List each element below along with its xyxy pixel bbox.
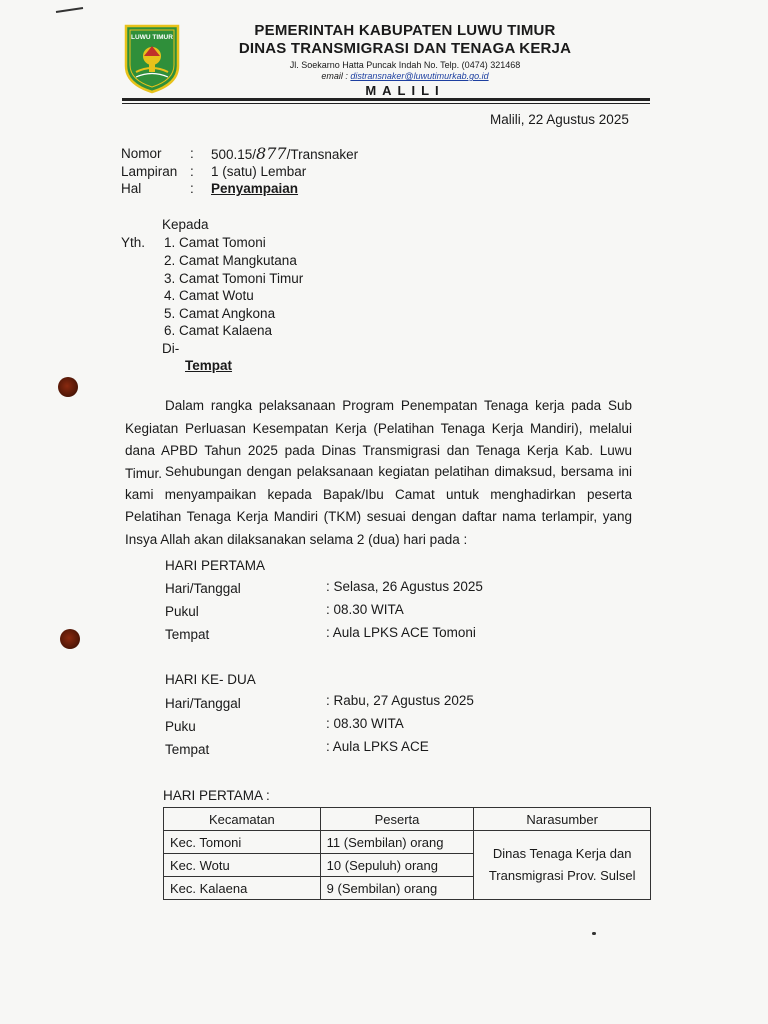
day1-title: HARI PERTAMA [165,558,266,573]
recipient-item: 5. Camat Angkona [164,306,276,321]
day2-pukul-value: : 08.30 WITA [326,716,404,731]
day1-hari-label: Hari/Tanggal [165,581,241,596]
day1-hari-value: : Selasa, 26 Agustus 2025 [326,579,483,594]
day2-hari-label: Hari/Tanggal [165,696,241,711]
table-header-row [164,808,651,831]
day1-pukul-label: Pukul [165,604,199,619]
cell-kecamatan: Kec. Wotu [164,854,321,877]
email-link[interactable]: distransnaker@luwutimurkab.go.id [350,71,489,81]
letterhead [190,22,620,98]
punch-hole [60,629,80,649]
narasumber-line: Dinas Tenaga Kerja dan [492,846,632,861]
day2-tempat-value: : Aula LPKS ACE [326,739,429,754]
hal-label: Hal [121,181,142,196]
day1-tempat-value: : Aula LPKS ACE Tomoni [326,625,476,640]
cell-kecamatan: Kec. Tomoni [164,831,321,854]
cell-peserta: 10 (Sepuluh) orang [320,854,474,877]
narasumber-line: Transmigrasi Prov. Sulsel [488,868,636,883]
nomor-prefix: 500.15/ [211,147,257,162]
lampiran-colon: : [190,164,194,179]
kepada: Kepada [162,217,209,232]
cell-narasumber [474,831,651,900]
table-caption: HARI PERTAMA : [163,788,270,803]
letterhead-email-line [190,71,620,82]
lampiran-label: Lampiran [121,164,178,179]
nomor-handwritten: 877 [256,144,287,163]
recipient-item: 6. Camat Kalaena [164,323,273,338]
letterhead-government: PEMERINTAH KABUPATEN LUWU TIMUR [254,22,556,39]
recipient-item: 2. Camat Mangkutana [164,253,297,268]
nomor-colon: : [190,146,194,161]
header-kecamatan: Kecamatan [164,808,321,831]
cell-kecamatan: Kec. Kalaena [164,877,321,900]
letter-date: Malili, 22 Agustus 2025 [490,112,629,127]
speck-mark [592,932,596,935]
day1-pukul-value: : 08.30 WITA [326,602,404,617]
letterhead-rule-thin [122,103,650,104]
letterhead-agency: DINAS TRANSMIGRASI DAN TENAGA KERJA [238,40,572,57]
cell-peserta: 11 (Sembilan) orang [320,831,474,854]
di-label: Di- [162,341,180,356]
recipient-item: 3. Camat Tomoni Timur [164,271,304,286]
body-paragraph-1: Dalam rangka pelaksanaan Program Penempatan Tenaga kerja pada Sub Kegiatan Perluasan Kesempatan Kerja (Pelatihan Tenaga Kerja Mandiri), melalui dana APBD Tahun 2025 pada Dinas Transmigrasi dan Tenaga Kerja Kab. Luwu Timur. [125,398,632,481]
recipient-item: 4. Camat Wotu [164,288,254,303]
letterhead-city: MALILI [365,83,445,98]
tempat-label: Tempat [185,358,233,373]
pen-mark [55,6,85,14]
cell-peserta: 9 (Sembilan) orang [320,877,474,900]
yth: Yth. [121,235,146,250]
hal-value: Penyampaian [211,181,299,196]
table-row [164,831,651,854]
logo-text: LUWU TIMUR [131,34,173,41]
email-label: email : [321,71,348,81]
day2-title: HARI KE- DUA [165,672,256,687]
participants-table [163,807,651,900]
recipient-item: 1. Camat Tomoni [164,235,266,250]
nomor-value [211,145,358,164]
nomor-label: Nomor [121,146,162,161]
letterhead-address: Jl. Soekarno Hatta Puncak Indah No. Telp. (0474) 321468 [289,60,521,70]
body-paragraph-2: Sehubungan dengan pelaksanaan kegiatan pelatihan dimaksud, bersama ini kami menyampaikan kepada Bapak/Ibu Camat untuk menghadirkan peserta Pelatihan Tenaga Kerja Mandiri (TKM) sesuai dengan daftar nama terlampir, yang Insya Allah akan dilaksanakan selama 2 (dua) hari pada : [125,464,632,547]
header-peserta: Peserta [320,808,474,831]
day1-tempat-label: Tempat [165,627,210,642]
letterhead-rule-thick [122,98,650,101]
day2-tempat-label: Tempat [165,742,210,757]
nomor-suffix: /Transnaker [286,147,359,162]
day2-hari-value: : Rabu, 27 Agustus 2025 [326,693,474,708]
hal-colon: : [190,181,194,196]
punch-hole [58,377,78,397]
header-narasumber: Narasumber [474,808,651,831]
day2-pukul-label: Puku [165,719,196,734]
lampiran-value: 1 (satu) Lembar [211,164,307,179]
luwu-timur-logo [122,22,182,94]
